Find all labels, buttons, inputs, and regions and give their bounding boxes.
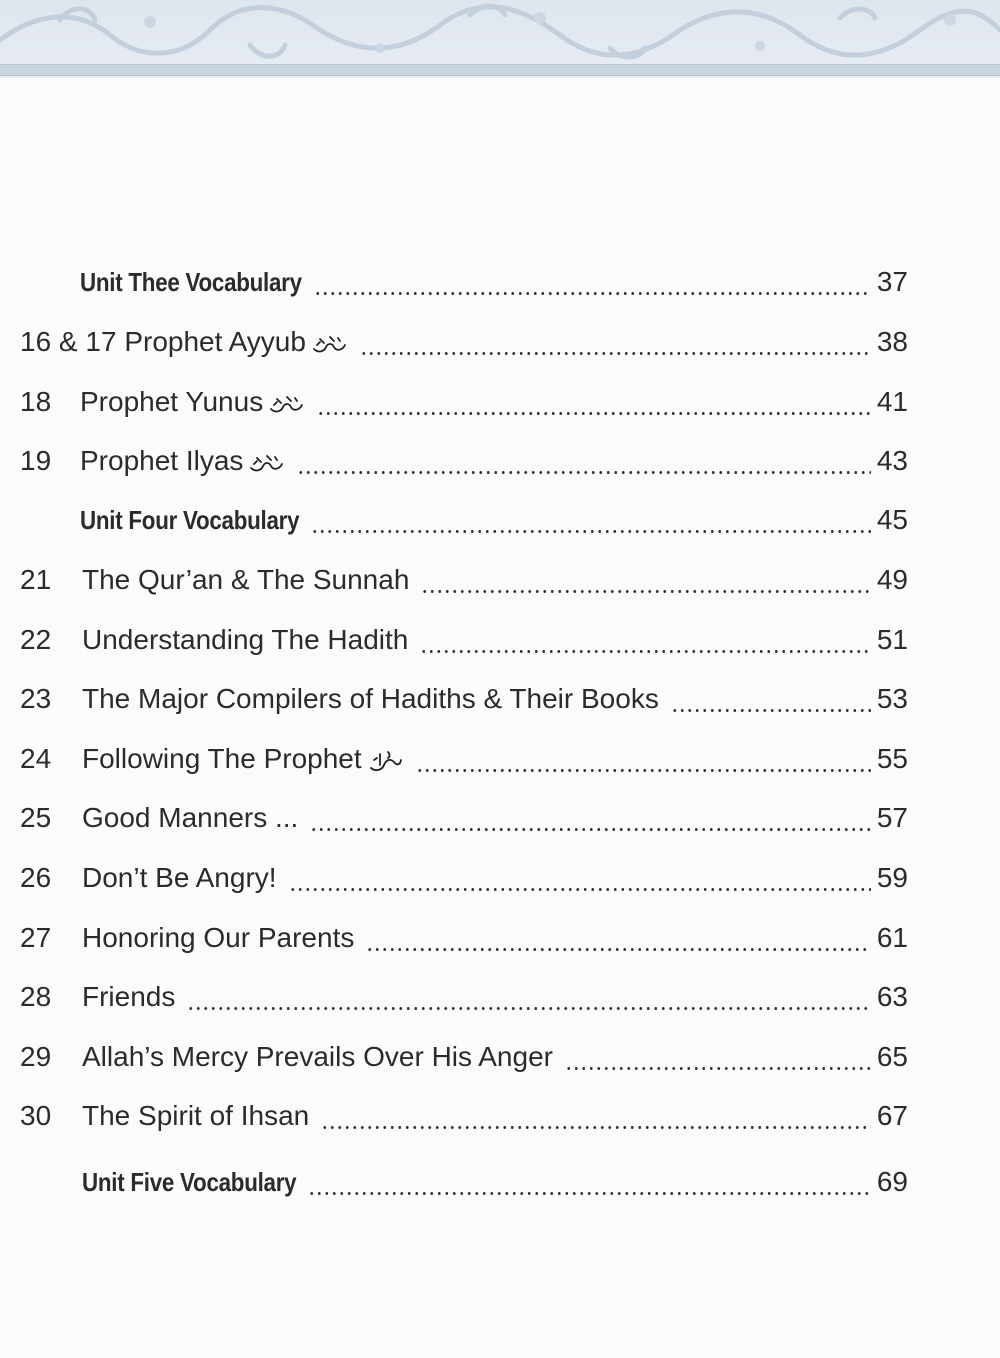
lesson-title [80, 382, 305, 422]
lesson-number: 22 [20, 624, 52, 655]
toc-entry [0, 500, 1000, 540]
lesson-number: 18 [20, 386, 52, 417]
entry-title-text: The Spirit of Ihsan [82, 1100, 310, 1131]
lesson-number: 25 [20, 802, 52, 833]
entry-title-text: The Major Compilers of Hadiths & Their Books [82, 683, 659, 714]
dot-leader [314, 262, 871, 302]
entry-title-text: Don’t Be Angry! [82, 862, 277, 893]
entry-title-text: Unit Thee Vocabulary [80, 267, 302, 297]
lesson-title [82, 679, 659, 719]
lesson-title [80, 441, 285, 481]
lesson-number: 26 [20, 862, 52, 893]
dot-leader [308, 1162, 871, 1202]
lesson-title [82, 1096, 309, 1136]
dot-leader [366, 918, 871, 958]
dot-leader [297, 441, 871, 481]
toc-entry [0, 382, 1000, 422]
page-number: 65 [876, 1041, 908, 1072]
lesson-number: 27 [20, 922, 52, 953]
toc-entry [0, 560, 1000, 600]
toc-entry [0, 739, 1000, 779]
page-number: 59 [876, 862, 908, 893]
lesson-title [82, 858, 277, 898]
page-number: 51 [876, 624, 908, 655]
dot-leader [565, 1037, 871, 1077]
page-number: 45 [876, 504, 908, 535]
page-number: 38 [876, 326, 908, 357]
page-number: 57 [876, 802, 908, 833]
entry-title-text: Prophet Ilyas [80, 445, 244, 476]
lesson-title [20, 322, 348, 362]
lesson-number: 30 [20, 1100, 52, 1131]
lesson-number: 28 [20, 981, 52, 1012]
lesson-title [82, 977, 175, 1017]
dot-leader [416, 739, 871, 779]
toc-entry [0, 798, 1000, 838]
dot-leader [187, 977, 871, 1017]
entry-title-text: Following The Prophet [82, 743, 362, 774]
page-number: 41 [876, 386, 908, 417]
page-number: 67 [876, 1100, 908, 1131]
unit-vocabulary-title [80, 262, 302, 302]
dot-leader [360, 322, 871, 362]
entry-title-text: The Qur’an & The Sunnah [82, 564, 410, 595]
dot-leader [321, 1096, 871, 1136]
lesson-title [82, 620, 408, 660]
page-number: 53 [876, 683, 908, 714]
entry-title-text: Honoring Our Parents [82, 922, 355, 953]
unit-vocabulary-title [80, 500, 299, 540]
toc-entry [0, 918, 1000, 958]
page-number: 55 [876, 743, 908, 774]
alayhi-salam-calligraphy-icon [269, 391, 305, 417]
lesson-number: 23 [20, 683, 52, 714]
lesson-title [82, 560, 409, 600]
page-number: 43 [876, 445, 908, 476]
toc-entry [0, 679, 1000, 719]
toc-entry [0, 1162, 1000, 1202]
dot-leader [671, 679, 871, 719]
toc-entry [0, 1037, 1000, 1077]
toc-entry [0, 441, 1000, 481]
dot-leader [317, 382, 871, 422]
lesson-title [82, 798, 298, 838]
page-number: 69 [876, 1166, 908, 1197]
lesson-number: 19 [20, 445, 52, 476]
toc-entry [0, 322, 1000, 362]
toc-entry [0, 620, 1000, 660]
page-number: 49 [876, 564, 908, 595]
lesson-number: 29 [20, 1041, 52, 1072]
lesson-number: 21 [20, 564, 52, 595]
lesson-title [82, 918, 354, 958]
alayhi-salam-calligraphy-icon [249, 450, 285, 476]
dot-leader [311, 500, 871, 540]
alayhi-salam-calligraphy-icon [312, 331, 348, 357]
entry-title-text: Unit Four Vocabulary [80, 505, 300, 535]
toc-entry [0, 858, 1000, 898]
entry-title-text: Friends [82, 981, 176, 1012]
entry-title-text: Prophet Yunus [80, 386, 264, 417]
page-number: 63 [876, 981, 908, 1012]
dot-leader [289, 858, 871, 898]
lesson-title [82, 739, 404, 779]
toc-entry [0, 262, 1000, 302]
lesson-number: 24 [20, 743, 52, 774]
dot-leader [420, 620, 871, 660]
lesson-title [82, 1037, 553, 1077]
entry-title-text: Understanding The Hadith [82, 624, 409, 655]
page-number: 37 [876, 266, 908, 297]
entry-title-text: Unit Five Vocabulary [82, 1167, 297, 1197]
dot-leader [310, 798, 871, 838]
banner-border-line [0, 64, 1000, 76]
unit-vocabulary-title [82, 1162, 296, 1202]
toc-entry [0, 1096, 1000, 1136]
lesson-number: 16 & 17 [20, 326, 117, 357]
decorative-header-banner [0, 0, 1000, 78]
entry-title-text: Allah’s Mercy Prevails Over His Anger [82, 1041, 553, 1072]
entry-title-text: Good Manners ... [82, 802, 299, 833]
toc-entry [0, 977, 1000, 1017]
page-number: 61 [876, 922, 908, 953]
salawat-calligraphy-icon [368, 748, 404, 774]
entry-title-text: Prophet Ayyub [124, 326, 306, 357]
dot-leader [421, 560, 871, 600]
floral-ornament-icon [0, 0, 1000, 64]
